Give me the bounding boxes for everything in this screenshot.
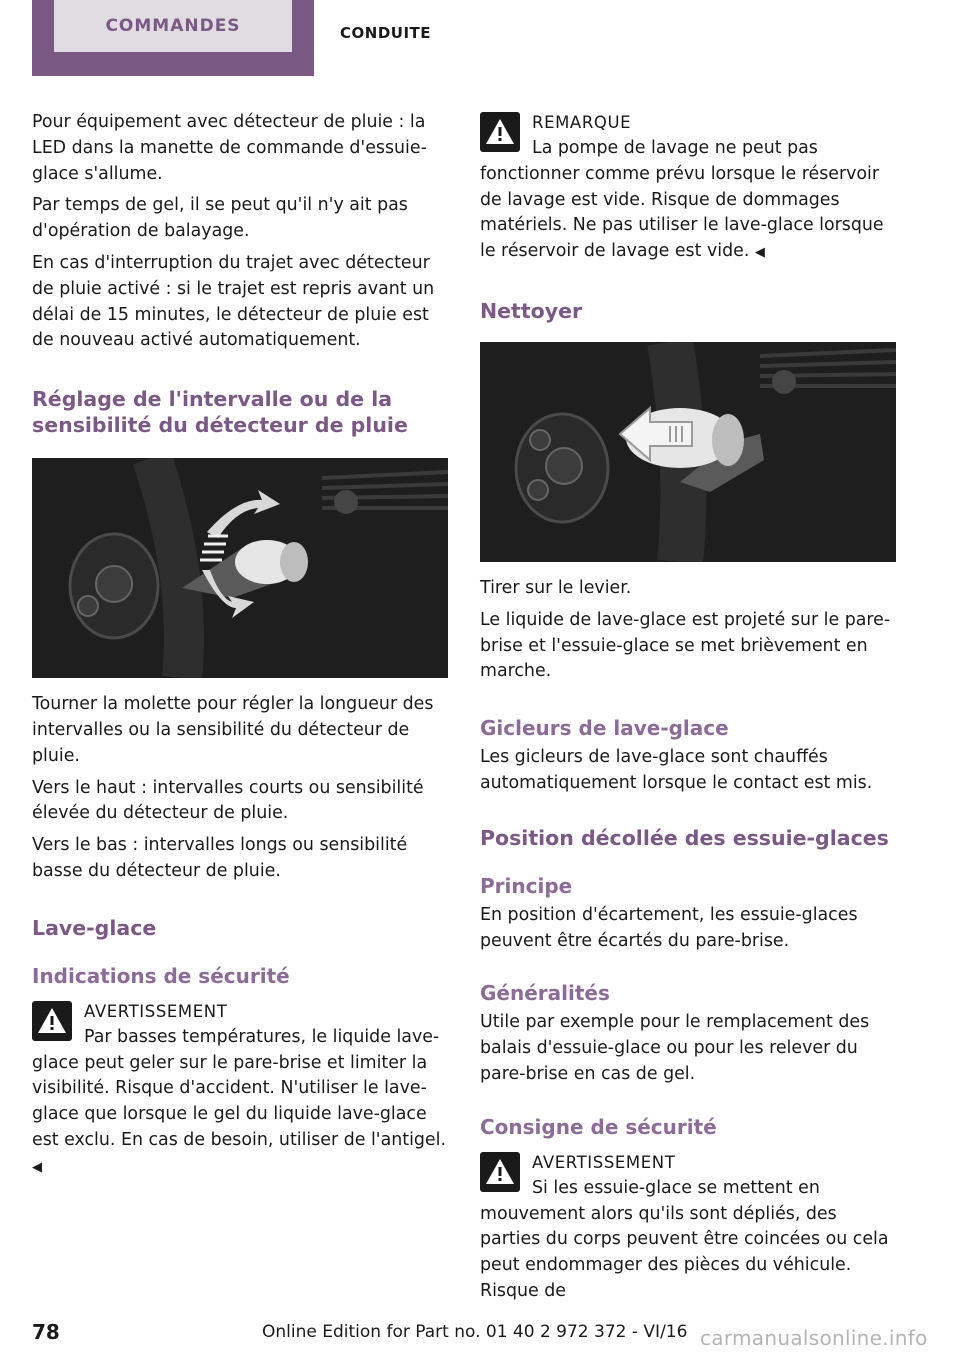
- note-heading: REMARQUE: [532, 113, 632, 132]
- paragraph: Pour équipement avec détecteur de pluie : la LED dans la manette de commande d'essuie-glace s'allume.: [32, 112, 427, 184]
- subheading-generalites: Généralités: [480, 981, 610, 1006]
- section-heading-position: Position décollée des essuie-glaces: [480, 825, 889, 850]
- page-footer: [0, 1310, 960, 1362]
- edition-line: Online Edition for Part no. 01 40 2 972 372 - VI/16: [262, 1322, 688, 1342]
- tab-commandes[interactable]: [32, 0, 314, 76]
- section-heading-lave-glace: Lave-glace: [32, 915, 157, 940]
- wiper-lever-pull-photo: [480, 342, 896, 562]
- subheading-gicleurs: Gicleurs de lave-glace: [480, 716, 729, 741]
- wiper-lever-rotate-photo: [32, 458, 448, 678]
- note-block: [480, 110, 896, 266]
- paragraph: En cas d'interruption du trajet avec détecteur de pluie activé : si le trajet est repris avant un délai de 15 minutes, le détecteur de pluie est de nouveau activé automatiquement.: [32, 252, 435, 351]
- warning-triangle-icon: [480, 112, 520, 152]
- warning-triangle-icon: [480, 1152, 520, 1192]
- tab-conduite[interactable]: CONDUITE: [340, 24, 432, 42]
- note-text: La pompe de lavage ne peut pas fonctionner comme prévu lorsque le réservoir de lavage est vide. Risque de dommages matériels. Ne pas utiliser le lave-glace lorsque le réservoir de lavage est vide. ◀: [480, 138, 884, 262]
- paragraph: En position d'écartement, les essuie-glaces peuvent être écartés du pare-brise.: [480, 904, 858, 951]
- paragraph: Vers le haut : intervalles courts ou sensibilité élevée du détecteur de pluie.: [32, 777, 424, 824]
- lever-rotation-illustration: [32, 458, 448, 678]
- paragraph: Tourner la molette pour régler la longueur des intervalles ou la sensibilité du détecteur de pluie.: [32, 694, 434, 766]
- right-column: [480, 110, 896, 1305]
- tab-commandes-label: COMMANDES: [105, 16, 241, 36]
- chapter-tabs: [0, 0, 960, 78]
- watermark: carmanualsonline.info: [700, 1326, 928, 1350]
- warning-heading: AVERTISSEMENT: [84, 1001, 228, 1021]
- page-number: 78: [32, 1320, 60, 1344]
- left-column: [32, 110, 448, 1181]
- end-mark-icon: ◀: [32, 1159, 42, 1175]
- paragraph: Par temps de gel, il se peut qu'il n'y ait pas d'opération de balayage.: [32, 195, 408, 242]
- paragraph: Utile par exemple pour le remplacement des balais d'essuie-glace ou pour les relever du pare-brise en cas de gel.: [480, 1012, 870, 1084]
- warning-text: Si les essuie-glace se mettent en mouvement alors qu'ils sont dépliés, des parties du corps peuvent être coincées ou cela peut endommager des pièces du véhicule. Risque de: [480, 1177, 889, 1301]
- warning-text: Par basses températures, le liquide lave-glace peut geler sur le pare-brise et limiter la visibilité. Risque d'accident. N'utiliser le lave-glace que lorsque le gel du liquide lave-glace est exclu. En cas de besoin, utiliser de l'antigel. ◀: [32, 1026, 446, 1175]
- warning-block: [32, 999, 448, 1181]
- lever-pull-illustration: [480, 342, 896, 562]
- paragraph: Tirer sur le levier.: [480, 577, 632, 598]
- section-heading-interval: Réglage de l'intervalle ou de la sensibilité du détecteur de pluie: [32, 387, 408, 438]
- warning-heading: AVERTISSEMENT: [532, 1152, 676, 1172]
- section-heading-nettoyer: Nettoyer: [480, 298, 583, 323]
- end-mark-icon: ◀: [754, 245, 765, 261]
- paragraph: Les gicleurs de lave-glace sont chauffés automatiquement lorsque le contact est mis.: [480, 747, 873, 793]
- subheading-consigne: Consigne de sécurité: [480, 1114, 717, 1139]
- paragraph: Le liquide de lave-glace est projeté sur le pare-brise et l'essuie-glace se met brièvement en marche.: [480, 609, 891, 682]
- subheading-indications: Indications de sécurité: [32, 963, 290, 988]
- warning-triangle-icon: [32, 1001, 72, 1041]
- paragraph: Vers le bas : intervalles longs ou sensibilité basse du détecteur de pluie.: [32, 835, 408, 881]
- subheading-principe: Principe: [480, 873, 573, 898]
- warning-block: [480, 1150, 896, 1305]
